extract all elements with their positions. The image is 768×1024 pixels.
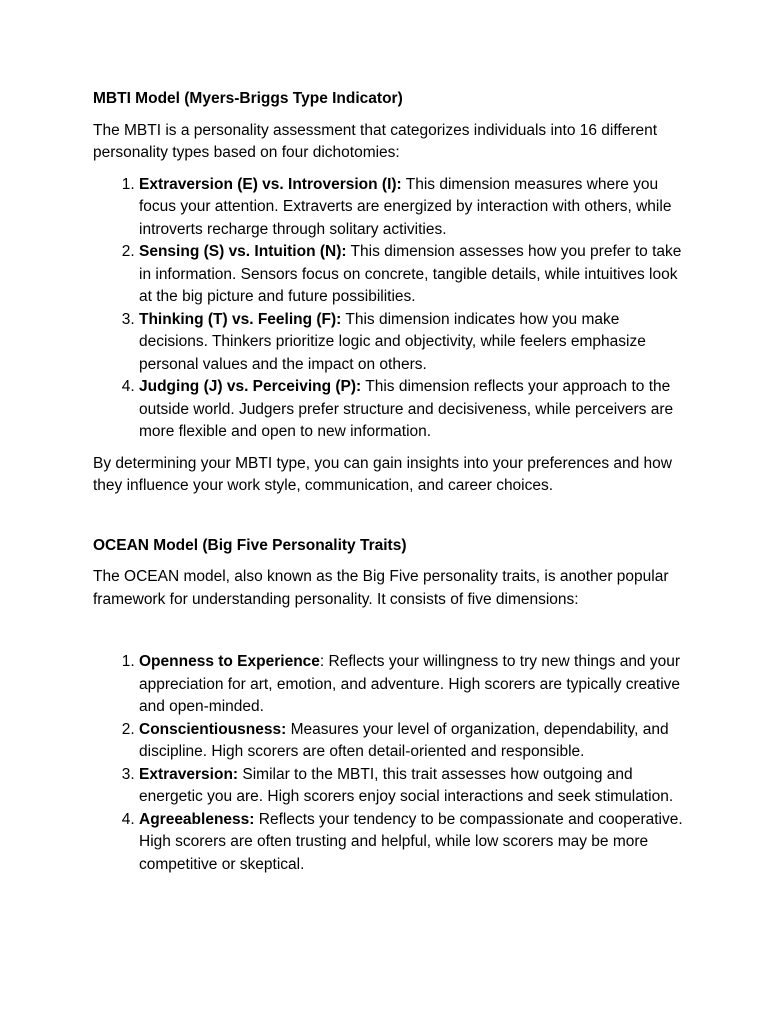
list-item-term: Openness to Experience [139, 653, 320, 670]
list-item-text: Reflects your tendency to be compassionate and cooperative. High scorers are often trusting and helpful, while low scorers may be more competitive or skeptical. [139, 810, 683, 873]
list-spacer [93, 620, 683, 651]
list-item-text: Measures your level of organization, dependability, and discipline. High scorers are often detail-oriented and responsible. [139, 720, 669, 760]
list-item-text: This dimension reflects your approach to the outside world. Judgers prefer structure and decisiveness, while perceivers are more flexible and open to new information. [139, 378, 674, 440]
list-item-term: Extraversion: [139, 765, 239, 783]
list-item-text: Similar to the MBTI, this trait assesses how outgoing and energetic you are. High scorers enjoy social interactions and seek stimulation. [139, 765, 674, 805]
ocean-section [93, 535, 683, 877]
list-item-term: Agreeableness: [139, 810, 255, 828]
list-item-text: This dimension measures where you focus your attention. Extraverts are energized by interaction with others, while introverts recharge through solitary activities. [139, 175, 672, 238]
ocean-intro: The OCEAN model, also known as the Big Five personality traits, is another popular framework for understanding personality. It consists of five dimensions: [93, 568, 669, 608]
list-item [139, 309, 683, 377]
list-item [139, 376, 683, 444]
list-item [139, 174, 683, 242]
list-item-text: : Reflects your willingness to try new things and your appreciation for art, emotion, and adventure. High scorers are typically creative and open-minded. [139, 653, 681, 715]
mbti-intro: The MBTI is a personality assessment that categorizes individuals into 16 different personality types based on four dichotomies: [93, 121, 658, 161]
mbti-heading: MBTI Model (Myers-Briggs Type Indicator) [93, 90, 403, 107]
list-item-term: Sensing (S) vs. Intuition (N): [139, 243, 347, 260]
list-item-term: Extraversion (E) vs. Introversion (I): [139, 175, 402, 193]
list-item-term: Conscientiousness: [139, 720, 287, 738]
list-item [139, 241, 683, 309]
ocean-list [93, 651, 683, 876]
list-item [139, 764, 683, 809]
list-item [139, 719, 683, 764]
mbti-list [93, 174, 683, 444]
mbti-section [93, 88, 683, 498]
list-item-text: This dimension indicates how you make decisions. Thinkers prioritize logic and objectivity, while feelers emphasize personal values and the impact on others. [139, 310, 646, 373]
list-item [139, 651, 683, 719]
section-spacer [93, 507, 683, 535]
ocean-heading: OCEAN Model (Big Five Personality Traits) [93, 536, 407, 554]
list-item [139, 809, 683, 877]
list-item-text: This dimension assesses how you prefer to take in information. Sensors focus on concrete, tangible details, while intuitives look at the big picture and future possibilities. [139, 243, 682, 305]
document-page [93, 88, 683, 885]
list-item-term: Judging (J) vs. Perceiving (P): [139, 378, 362, 395]
list-item-term: Thinking (T) vs. Feeling (F): [139, 310, 342, 328]
mbti-outro: By determining your MBTI type, you can gain insights into your preferences and how they influence your work style, communication, and career choices. [93, 454, 672, 494]
